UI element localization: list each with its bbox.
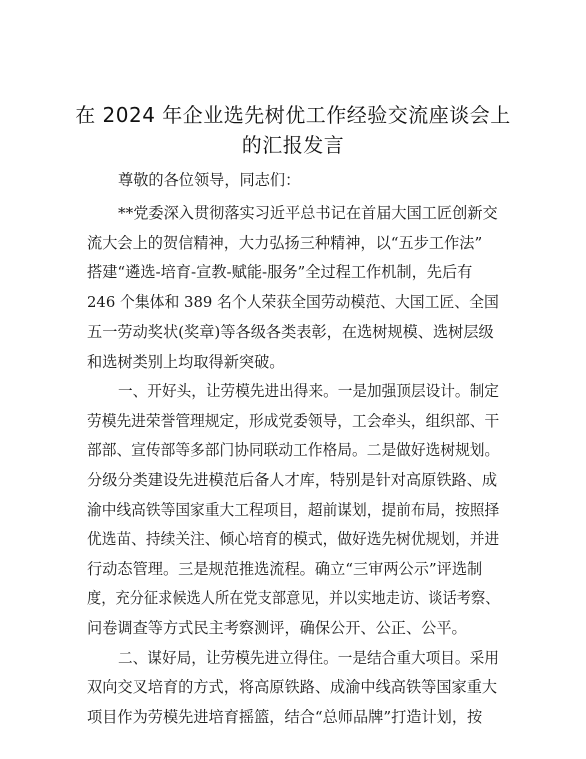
- paragraph-1-line: 搭建“遴选-培育-宣教-赋能-服务”全过程工作机制，先后有: [87, 263, 473, 281]
- document-title-line-1: 在 2024 年企业选先树优工作经验交流座谈会上: [75, 103, 511, 127]
- paragraph-3-line: 二、谋好局，让劳模先进立得住。一是结合重大项目。采用: [118, 649, 499, 667]
- paragraph-2-line: 分级分类建设先进模范后备人才库，特别是针对高原铁路、成: [87, 471, 498, 489]
- paragraph-2-line: 劳模先进荣誉管理规定，形成党委领导，工会牵头，组织部、干: [87, 412, 500, 430]
- paragraph-2-line: 度，充分征求候选人所在党支部意见，并以实地走访、谈话考察、: [87, 589, 500, 607]
- paragraph-1-line: 246 个集体和 389 名个人荣获全国劳动模范、大国工匠、全国: [87, 293, 499, 311]
- paragraph-1-line: 五一劳动奖状(奖章)等各级各类表彰，在选树规模、选树层级: [87, 323, 494, 341]
- paragraph-3-line: 双向交叉培育的方式，将高原铁路、成渝中线高铁等国家重大: [87, 678, 498, 696]
- paragraph-1-line: 和选树类别上均取得新突破。: [87, 353, 285, 371]
- paragraph-1-line: **党委深入贯彻落实习近平总书记在首届大国工匠创新交: [118, 204, 498, 222]
- paragraph-2-line: 问卷调查等方式民主考察测评，确保公开、公正、公平。: [87, 619, 467, 637]
- paragraph-2-line: 优选苗、持续关注、倾心培育的模式，做好选先树优规划，并进: [87, 530, 500, 548]
- paragraph-2-line: 部部、宣传部等多部门协同联动工作格局。二是做好选树规划。: [87, 441, 500, 459]
- paragraph-1-line: 流大会上的贺信精神，大力弘扬三种精神，以“五步工作法”: [87, 234, 483, 252]
- paragraph-3-line: 项目作为劳模先进培育摇篮，结合“总师品牌”打造计划，按: [87, 708, 483, 726]
- paragraph-2-line: 行动态管理。三是规范推选流程。确立“三审两公示”评选制: [87, 560, 483, 578]
- document-title-line-2: 的汇报发言: [241, 133, 345, 157]
- salutation: 尊敬的各位领导，同志们：: [118, 171, 301, 189]
- paragraph-2-line: 渝中线高铁等国家重大工程项目，超前谋划，提前布局，按照择: [87, 501, 500, 519]
- paragraph-2-line: 一、开好头，让劳模先进出得来。一是加强顶层设计。制定: [118, 382, 499, 400]
